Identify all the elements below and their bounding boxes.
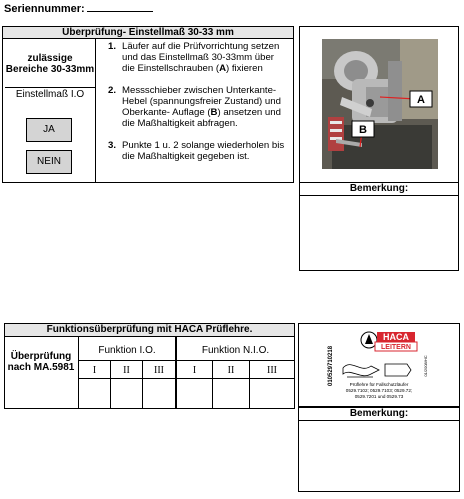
check1-status-column — [2, 38, 96, 183]
steps-list — [108, 41, 288, 173]
gauge-date: 01/2008/HC — [423, 355, 428, 377]
remarks2-title: Bemerkung: — [298, 407, 460, 421]
step-number: 2. — [108, 85, 117, 96]
nok-cell-3[interactable] — [250, 379, 294, 408]
gauge-label-image — [298, 323, 460, 407]
serial-number-label — [4, 2, 153, 15]
device-photo — [322, 39, 438, 169]
step-number: 1. — [108, 41, 117, 52]
nok-cell-1[interactable] — [177, 379, 212, 408]
logo-brand-bottom: LEITERN — [381, 344, 411, 351]
check1-title: Überprüfung- Einstellmaß 30-33 mm — [2, 26, 294, 39]
serial-label-text: Seriennummer: — [4, 3, 85, 15]
step-1 — [108, 41, 288, 74]
step-text: Läufer auf die Prüfvorrichtung setzen und das Einstellmaß 30-33mm über die Einstellschrauben ( — [122, 41, 280, 74]
step-number: 3. — [108, 140, 117, 151]
ok-cell-3[interactable] — [143, 379, 175, 408]
step-text: Messschieber zwischen Unterkante-Hebel (spannungsfreier Zustand) und Oberkante- Auflage ( — [122, 85, 281, 118]
no-button[interactable]: NEIN — [26, 150, 72, 174]
step-ref: A — [219, 63, 226, 74]
gauge-caption-2: 0529.7102; 0529.7103; 0529.72; — [345, 388, 413, 393]
logo-brand-top: HACA — [383, 332, 409, 342]
func-ok-label: Funktion I.O. — [98, 345, 156, 356]
ok-col-2: II — [123, 365, 130, 376]
range-divider — [5, 87, 95, 88]
gauge-caption-3: 0529.7201 und 0529.73 — [354, 394, 404, 399]
device-photo-frame — [299, 26, 459, 183]
serial-number-field[interactable] — [87, 2, 153, 12]
step-text: Punkte 1 u. 2 solange wiederholen bis die Maßhaltigkeit gegeben ist. — [122, 140, 285, 162]
check2-table — [4, 336, 295, 409]
func-nok-label: Funktion N.I.O. — [201, 345, 270, 356]
remarks1-title: Bemerkung: — [299, 182, 459, 196]
nok-col-2: II — [227, 365, 235, 376]
yes-button[interactable]: JA — [26, 118, 72, 142]
nok-col-1: I — [192, 365, 197, 376]
step-text: ) fixieren — [226, 63, 263, 74]
check-basis-label: Überprüfung nach MA.5981 — [7, 351, 75, 373]
ok-cell-2[interactable] — [111, 379, 142, 408]
photo-label-a: A — [417, 94, 425, 106]
nok-col-3: III — [267, 365, 277, 376]
ok-cell-1[interactable] — [79, 379, 110, 408]
remarks1-field[interactable] — [299, 195, 459, 271]
ok-col-3: III — [154, 365, 164, 376]
gauge-code: 010529710218 — [328, 345, 334, 387]
ok-col-1: I — [92, 365, 97, 376]
step-3 — [108, 140, 288, 162]
step-2 — [108, 85, 288, 129]
remarks2-field[interactable] — [298, 420, 460, 492]
einstell-label: Einstellmaß I.O — [15, 89, 85, 100]
nok-cell-2[interactable] — [213, 379, 249, 408]
photo-label-b: B — [359, 124, 367, 136]
step-ref: B — [210, 107, 218, 118]
step-text: ) ansetzen und die Maßhaltigkeit abfragen. — [122, 107, 281, 129]
check1-instructions — [95, 38, 294, 183]
range-label: zulässige Bereiche 30-33mm — [5, 53, 95, 75]
check2-title: Funktionsüberprüfung mit HACA Prüflehre. — [4, 323, 295, 337]
gauge-caption-1: Prüflehre für Fallschutzläufer — [349, 382, 409, 387]
